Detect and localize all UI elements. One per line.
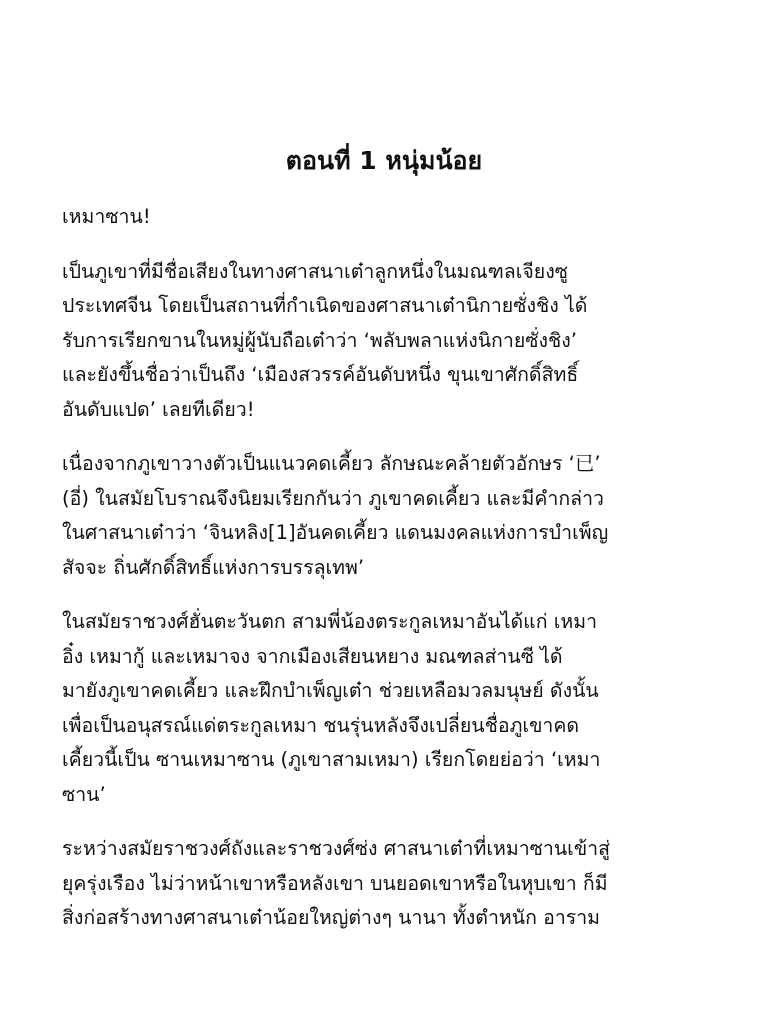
chapter-title: ตอนที่ 1 หนุ่มน้อย bbox=[285, 146, 483, 175]
paragraph-line: ประเทศจีน โดยเป็นสถานที่กำเนิดของศาสนาเต๋านิกายซั่งชิง ได้ bbox=[62, 294, 588, 317]
paragraph-line: อิ๋ง เหมากู้ และเหมาจง จากเมืองเสียนหยาง มณฑลส่านซี ได้ bbox=[62, 644, 563, 668]
paragraph-line: สิ่งก่อสร้างทางศาสนาเต๋าน้อยใหญ่ต่างๆ นานา ทั้งตำหนัก อาราม bbox=[62, 906, 601, 929]
paragraph-line: มายังภูเขาคดเคี้ยว และฝึกบำเพ็ญเต๋า ช่วยเหลือมวลมนุษย์ ดังนั้น bbox=[62, 679, 599, 702]
paragraph-line: เพื่อเป็นอนุสรณ์แด่ตระกูลเหมา ชนรุ่นหลังจึงเปลี่ยนชื่อภูเขาคด bbox=[62, 713, 580, 737]
paragraph-line: เหมาซาน! bbox=[62, 205, 151, 228]
paragraph-5 bbox=[62, 832, 706, 936]
paragraph-line: ในศาสนาเต๋าว่า ‘จินหลิง[1]อันคดเคี้ยว แดนมงคลแห่งการบำเพ็ญ bbox=[62, 521, 609, 544]
paragraph-4 bbox=[62, 605, 706, 812]
paragraph-line: ยุครุ่งเรือง ไม่ว่าหน้าเขาหรือหลังเขา บนยอดเขาหรือในหุบเขา ก็มี bbox=[62, 871, 608, 895]
paragraph-line: เนื่องจากภูเขาวางตัวเป็นแนวคดเคี้ยว ลักษณะคล้ายตัวอักษร ‘已’ bbox=[62, 452, 601, 475]
paragraph-3 bbox=[62, 447, 706, 585]
paragraph-line: ในสมัยราชวงศ์ฮั่นตะวันตก สามพี่น้องตระกูลเหมาอันได้แก่ เหมา bbox=[62, 610, 598, 633]
paragraph-line: เคี้ยวนี้เป็น ซานเหมาซาน (ภูเขาสามเหมา) เรียกโดยย่อว่า ‘เหมา bbox=[62, 748, 601, 771]
paragraph-line: เป็นภูเขาที่มีชื่อเสียงในทางศาสนาเต๋าลูกหนึ่งในมณฑลเจียงซู bbox=[62, 259, 568, 283]
paragraph-line: ซาน’ bbox=[62, 782, 106, 806]
paragraph-1 bbox=[62, 200, 706, 235]
paragraph-line: รับการเรียกขานในหมู่ผู้นับถือเต๋าว่า ‘พลับพลาแห่งนิกายซั่งชิง’ bbox=[62, 328, 577, 352]
paragraph-line: สัจจะ ถิ่นศักดิ์สิทธิ์แห่งการบรรลุเทพ’ bbox=[62, 555, 365, 579]
paragraph-line: ระหว่างสมัยราชวงศ์ถังและราชวงศ์ซ่ง ศาสนาเต๋าที่เหมาซานเข้าสู่ bbox=[62, 837, 611, 860]
paragraph-line: และยังขึ้นชื่อว่าเป็นถึง ‘เมืองสวรรค์อันดับหนึ่ง ขุนเขาศักดิ์สิทธิ์ bbox=[62, 363, 579, 386]
paragraph-line: (อี่) ในสมัยโบราณจึงนิยมเรียกกันว่า ภูเขาคดเคี้ยว และมีคำกล่าว bbox=[62, 486, 604, 510]
paragraph-2 bbox=[62, 255, 706, 428]
paragraph-line: อันดับแปด’ เลยทีเดียว! bbox=[62, 397, 255, 421]
